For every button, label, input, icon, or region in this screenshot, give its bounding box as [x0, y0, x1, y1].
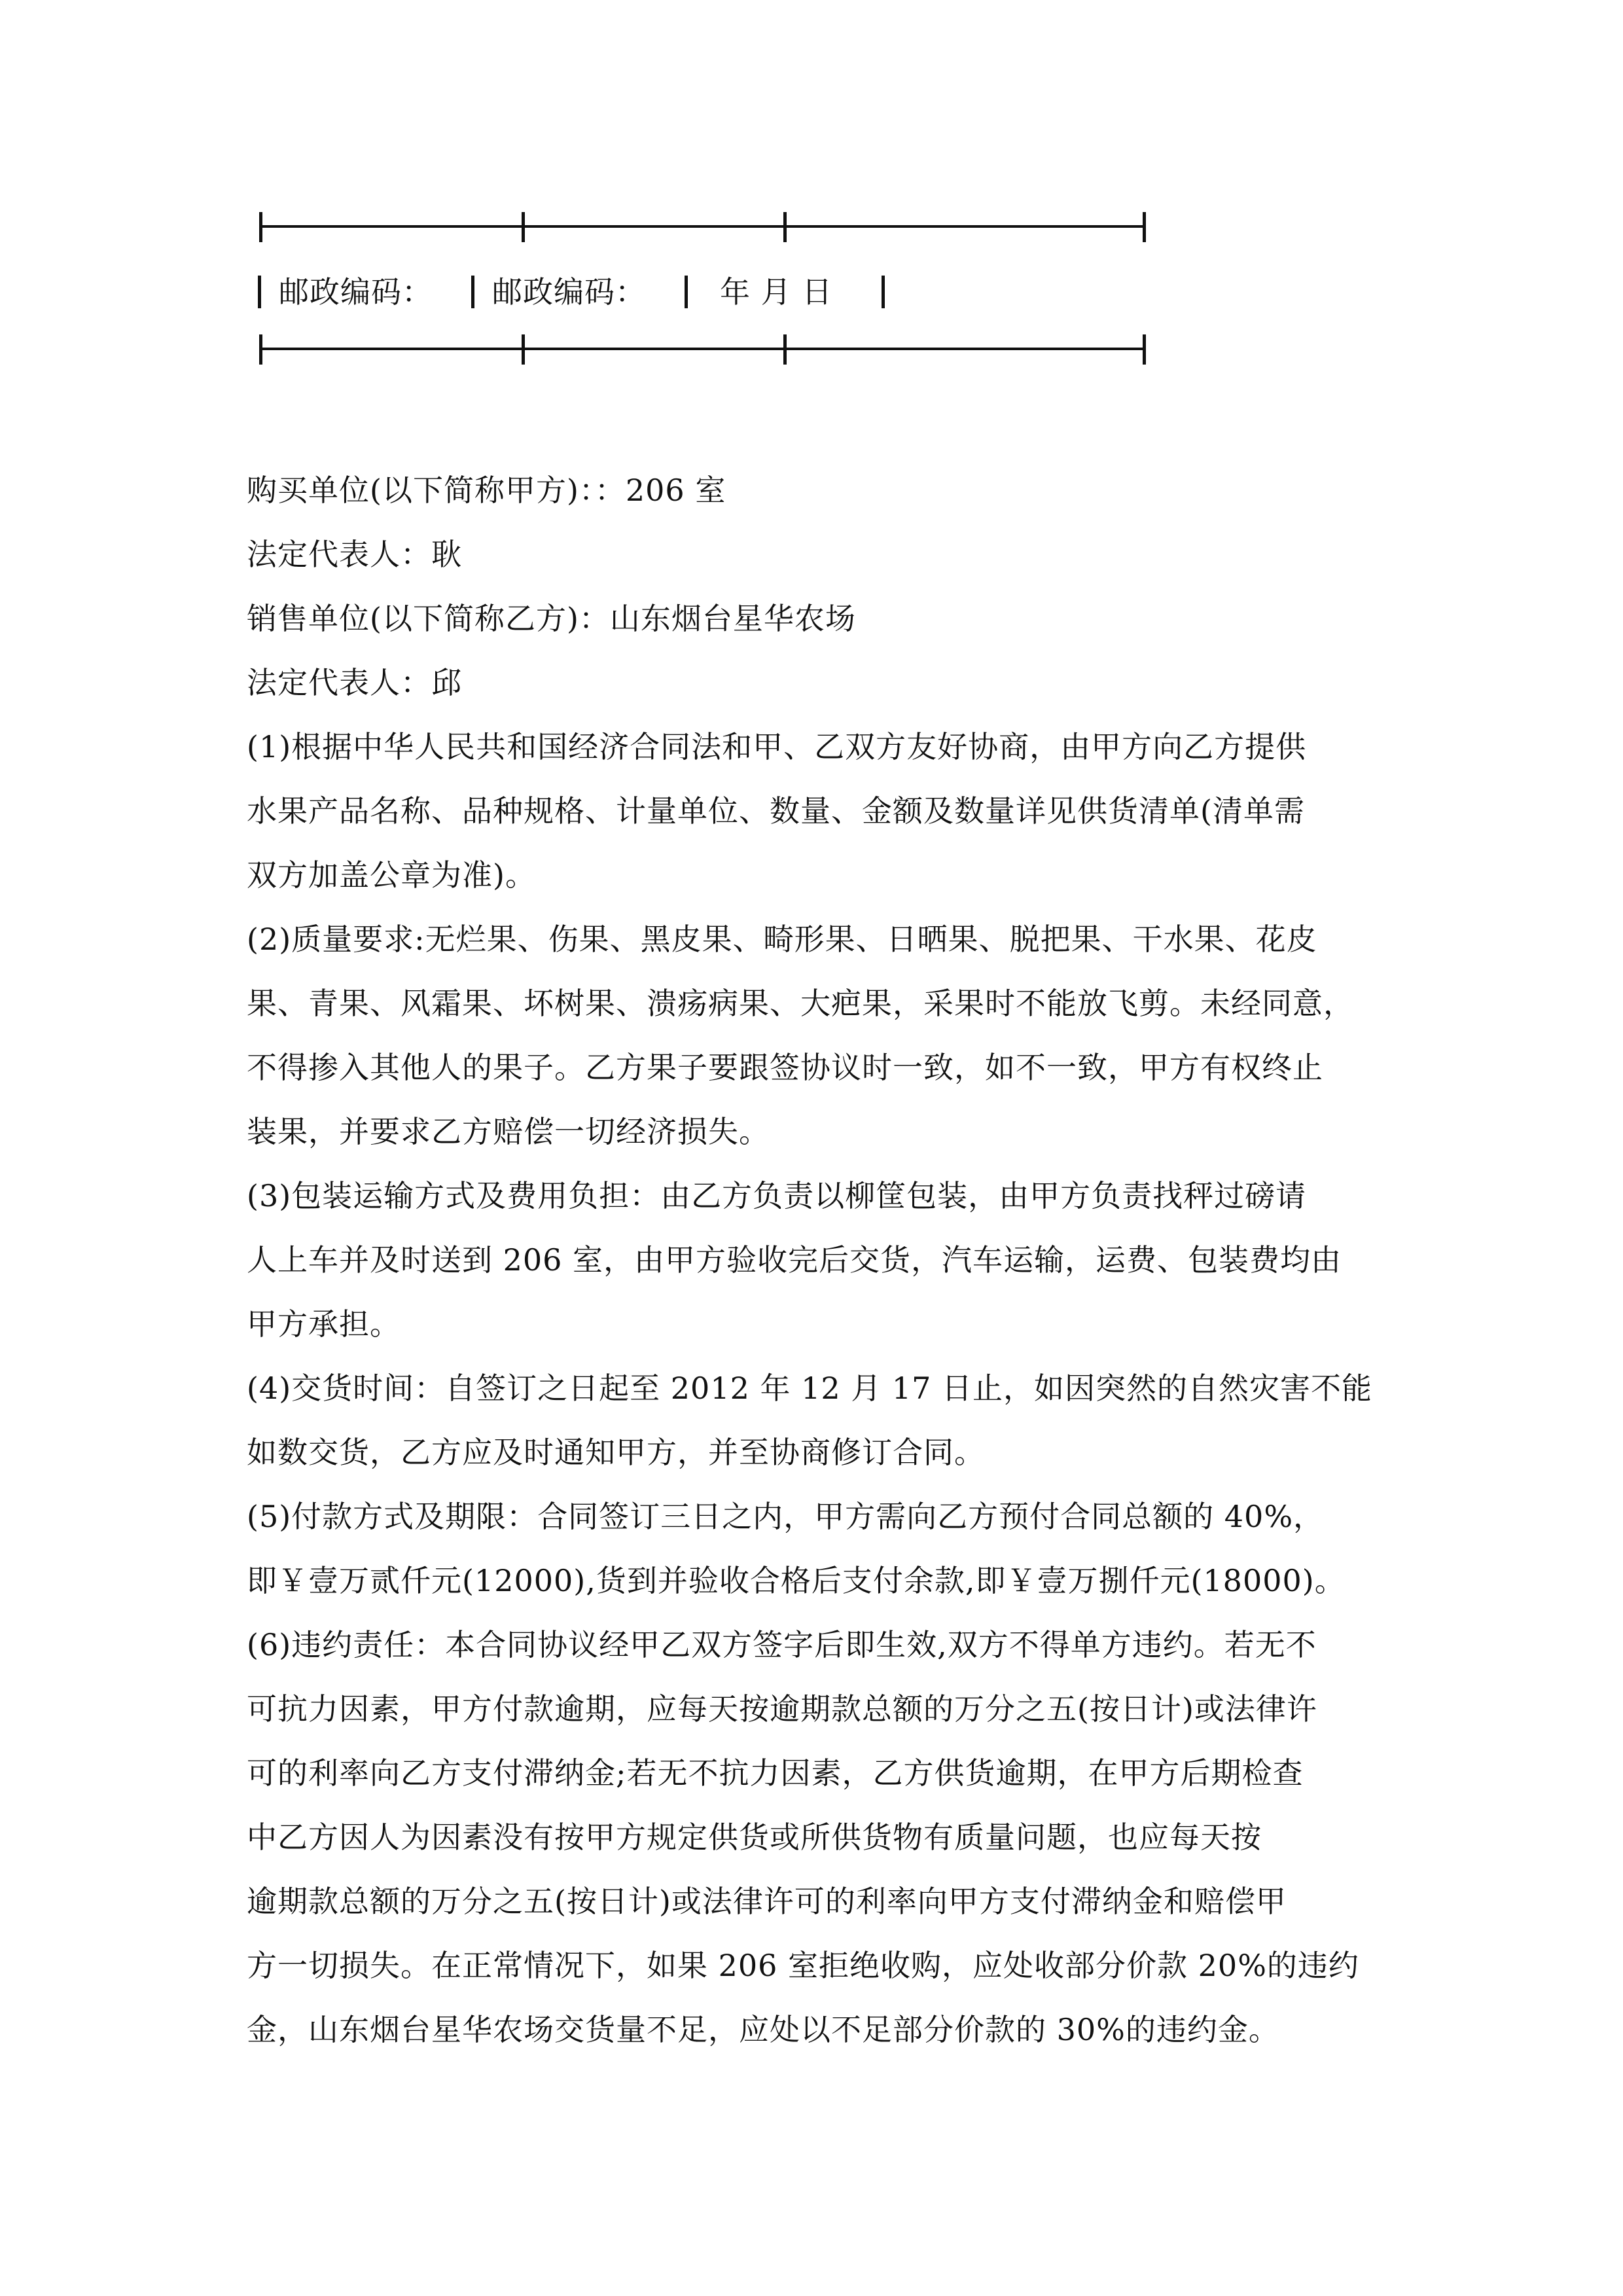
cell-divider: [882, 276, 885, 308]
table-bottom-tick: [783, 334, 787, 365]
clause-line: (1)根据中华人民共和国经济合同法和甲、乙双方友好协商，由甲方向乙方提供: [247, 729, 1307, 764]
clause-line: 人上车并及时送到 206 室，由甲方验收完后交货，汽车运输，运费、包装费均由: [247, 1242, 1342, 1278]
table-bottom-tick: [259, 334, 262, 365]
clause-line: 金，山东烟台星华农场交货量不足，应处以不足部分价款的 30%的违约金。: [247, 2012, 1279, 2047]
clause-line: 果、青果、风霜果、坏树果、溃疡病果、大疤果，采果时不能放飞剪。未经同意，: [247, 986, 1354, 1021]
seller-representative-line: 法定代表人：邱: [247, 665, 462, 700]
clause-line: 如数交货，乙方应及时通知甲方，并至协商修订合同。: [247, 1435, 985, 1470]
buyer-representative-line: 法定代表人：耿: [247, 537, 462, 572]
clause-line: (2)质量要求:无烂果、伤果、黑皮果、畸形果、日晒果、脱把果、干水果、花皮: [247, 922, 1317, 957]
date-label: 年 月 日: [720, 274, 833, 310]
clause-line: 水果产品名称、品种规格、计量单位、数量、金额及数量详见供货清单(清单需: [247, 793, 1305, 829]
clause-line: (3)包装运输方式及费用负担：由乙方负责以柳筐包装，由甲方负责找秤过磅请: [247, 1178, 1307, 1213]
clause-line: (4)交货时间：自签订之日起至 2012 年 12 月 17 日止，如因突然的自然灾害不能: [247, 1371, 1373, 1406]
clause-line: 即￥壹万贰仟元(12000),货到并验收合格后支付余款,即￥壹万捌仟元(18000)。: [247, 1563, 1346, 1598]
table-top-rule: [260, 225, 1145, 228]
table-bottom-tick: [1143, 334, 1146, 365]
table-bottom-rule: [260, 348, 1145, 350]
cell-divider: [685, 276, 688, 308]
table-bottom-tick: [522, 334, 525, 365]
clause-line: 不得掺入其他人的果子。乙方果子要跟签协议时一致，如不一致，甲方有权终止: [247, 1050, 1323, 1085]
seller-line: 销售单位(以下简称乙方)：山东烟台星华农场: [247, 601, 856, 636]
contract-body: [247, 458, 1399, 2062]
buyer-line: 购买单位(以下简称甲方)：：206 室: [247, 473, 726, 508]
clause-line: (5)付款方式及期限：合同签订三日之内，甲方需向乙方预付合同总额的 40%，: [247, 1499, 1325, 1534]
clause-line: 逾期款总额的万分之五(按日计)或法律许可的利率向甲方支付滞纳金和赔偿甲: [247, 1884, 1287, 1919]
clause-line: 方一切损失。在正常情况下，如果 206 室拒绝收购，应处收部分价款 20%的违约: [247, 1948, 1359, 1983]
clause-line: 装果，并要求乙方赔偿一切经济损失。: [247, 1114, 770, 1149]
cell-divider: [471, 276, 474, 308]
clause-line: 可的利率向乙方支付滞纳金;若无不抗力因素，乙方供货逾期，在甲方后期检查: [247, 1755, 1304, 1791]
postal-code-label-2: 邮政编码：: [492, 274, 646, 310]
table-top-tick: [259, 212, 262, 242]
cell-divider: [258, 276, 261, 308]
table-top-tick: [783, 212, 787, 242]
table-top-tick: [522, 212, 525, 242]
postal-code-label-1: 邮政编码：: [279, 274, 433, 310]
clause-line: 可抗力因素，甲方付款逾期，应每天按逾期款总额的万分之五(按日计)或法律许: [247, 1691, 1317, 1727]
clause-line: 甲方承担。: [247, 1306, 401, 1342]
table-top-tick: [1143, 212, 1146, 242]
clause-line: 中乙方因人为因素没有按甲方规定供货或所供货物有质量问题，也应每天按: [247, 1820, 1262, 1855]
clause-line: (6)违约责任：本合同协议经甲乙双方签字后即生效,双方不得单方违约。若无不: [247, 1627, 1317, 1662]
clause-line: 双方加盖公章为准)。: [247, 857, 536, 893]
